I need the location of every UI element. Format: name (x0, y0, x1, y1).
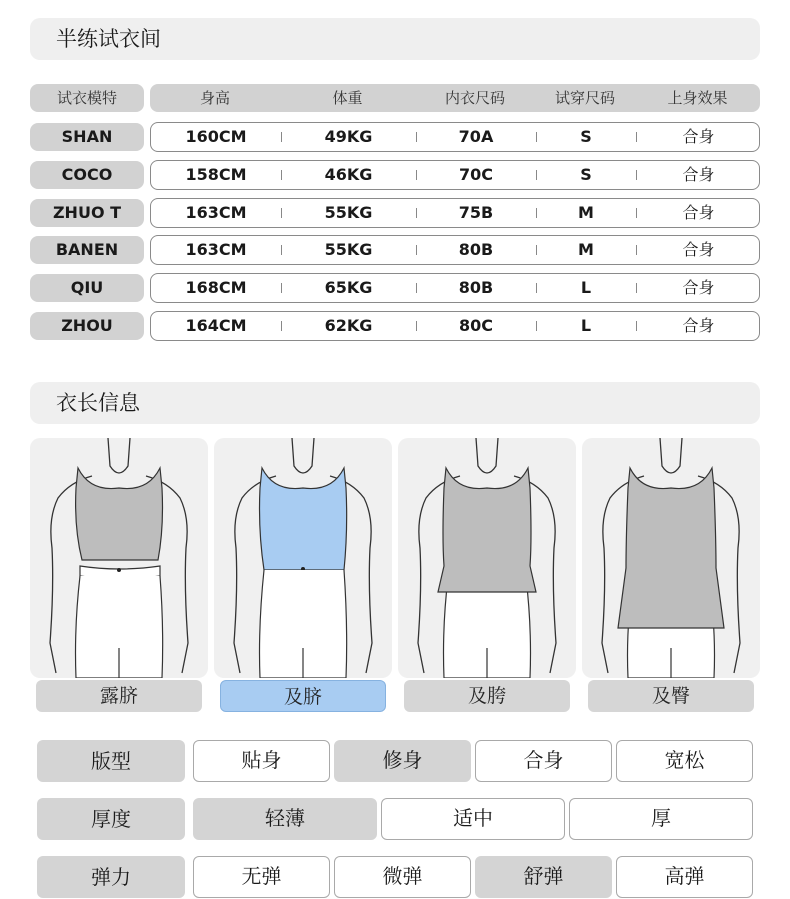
cell-effect: 合身 (682, 316, 715, 335)
elastic-option-none[interactable]: 无弹 (193, 856, 330, 898)
cell-divider (281, 283, 282, 293)
figure-crop-top (30, 438, 208, 678)
cell-try-size: L (580, 316, 592, 335)
fit-option-tight[interactable]: 贴身 (193, 740, 330, 782)
cell-weight: 62KG (324, 316, 373, 335)
row-cells (150, 122, 760, 152)
cell-divider (636, 321, 637, 331)
row-cells (150, 198, 760, 228)
cell-try-size: M (578, 240, 594, 260)
hip-length-illustration (398, 438, 576, 678)
cell-try-size: L (580, 278, 592, 298)
cell-divider (281, 208, 282, 218)
cell-divider (636, 245, 637, 255)
row-cells (150, 160, 760, 190)
length-option-hip[interactable]: 及胯 (404, 680, 570, 712)
cell-try-size: M (578, 202, 594, 222)
attr-label-elasticity: 弹力 (37, 856, 185, 898)
cell-divider (636, 208, 637, 218)
section-title-fitting-room: 半练试衣间 (30, 18, 760, 60)
cell-height: 163CM (185, 240, 247, 260)
cell-effect: 合身 (682, 127, 715, 146)
cell-bra-size: 80B (458, 278, 494, 298)
header-height: 身高 (199, 89, 230, 107)
section-title-length-info: 衣长信息 (30, 382, 760, 424)
cell-divider (281, 132, 282, 142)
cell-divider (416, 321, 417, 331)
table-row (30, 198, 760, 228)
cell-bra-size: 75B (458, 202, 494, 222)
fit-option-slim[interactable]: 修身 (334, 740, 471, 782)
crop-top-illustration (30, 438, 208, 678)
length-option-butt[interactable]: 及臀 (588, 680, 754, 712)
model-name: ZHUO T (30, 199, 144, 227)
cell-effect: 合身 (682, 164, 715, 184)
cell-divider (536, 245, 537, 255)
cell-divider (281, 170, 282, 180)
cell-height: 168CM (185, 278, 247, 298)
length-option-crop[interactable]: 露脐 (36, 680, 202, 712)
cell-divider (416, 283, 417, 293)
fit-option-loose[interactable]: 宽松 (616, 740, 753, 782)
table-header (30, 84, 760, 114)
cell-bra-size: 80C (458, 316, 493, 335)
header-bra-size: 内衣尺码 (444, 89, 505, 107)
cell-divider (416, 170, 417, 180)
cell-effect: 合身 (682, 240, 715, 260)
fit-option-regular[interactable]: 合身 (475, 740, 612, 782)
table-row (30, 311, 760, 341)
cell-effect: 合身 (682, 278, 715, 298)
elastic-option-slight[interactable]: 微弹 (334, 856, 471, 898)
row-cells (150, 235, 760, 265)
header-effect: 上身效果 (667, 89, 728, 107)
cell-divider (536, 170, 537, 180)
cell-try-size: S (580, 164, 592, 184)
cell-divider (416, 245, 417, 255)
cell-divider (636, 283, 637, 293)
cell-divider (536, 132, 537, 142)
cell-divider (536, 208, 537, 218)
cell-weight: 46KG (324, 164, 373, 184)
cell-try-size: S (580, 127, 592, 146)
cell-weight: 65KG (324, 278, 373, 298)
cell-divider (536, 283, 537, 293)
table-row (30, 273, 760, 303)
row-cells (150, 311, 760, 341)
cell-height: 163CM (185, 202, 247, 222)
cell-bra-size: 70C (458, 164, 493, 184)
thickness-option-medium[interactable]: 适中 (381, 798, 565, 840)
header-weight: 体重 (332, 89, 363, 107)
model-name: COCO (30, 161, 144, 189)
cell-divider (281, 321, 282, 331)
length-option-navel[interactable]: 及脐 (220, 680, 386, 712)
table-row (30, 160, 760, 190)
butt-length-illustration (582, 438, 760, 678)
header-columns (150, 84, 760, 112)
model-name: BANEN (30, 236, 144, 264)
elastic-option-comfort[interactable]: 舒弹 (475, 856, 612, 898)
navel-length-illustration (214, 438, 392, 678)
figure-navel-length (214, 438, 392, 678)
cell-bra-size: 70A (458, 127, 494, 146)
cell-divider (416, 208, 417, 218)
thickness-option-thin[interactable]: 轻薄 (193, 798, 377, 840)
cell-divider (281, 245, 282, 255)
cell-bra-size: 80B (458, 240, 494, 260)
cell-height: 160CM (185, 127, 247, 146)
cell-divider (416, 132, 417, 142)
model-name: QIU (30, 274, 144, 302)
row-cells (150, 273, 760, 303)
attr-label-thickness: 厚度 (37, 798, 185, 840)
figure-hip-length (398, 438, 576, 678)
header-try-size: 试穿尺码 (554, 89, 615, 107)
thickness-option-thick[interactable]: 厚 (569, 798, 753, 840)
header-model-label: 试衣模特 (30, 84, 144, 112)
table-row (30, 122, 760, 152)
cell-divider (636, 132, 637, 142)
model-name: ZHOU (30, 312, 144, 340)
cell-weight: 49KG (324, 127, 373, 146)
cell-height: 164CM (185, 316, 247, 335)
attr-label-fit: 版型 (37, 740, 185, 782)
elastic-option-high[interactable]: 高弹 (616, 856, 753, 898)
cell-weight: 55KG (324, 202, 373, 222)
table-row (30, 235, 760, 265)
cell-effect: 合身 (682, 202, 715, 222)
cell-divider (636, 170, 637, 180)
cell-weight: 55KG (324, 240, 373, 260)
cell-divider (536, 321, 537, 331)
model-name: SHAN (30, 123, 144, 151)
cell-height: 158CM (185, 164, 247, 184)
figure-butt-length (582, 438, 760, 678)
